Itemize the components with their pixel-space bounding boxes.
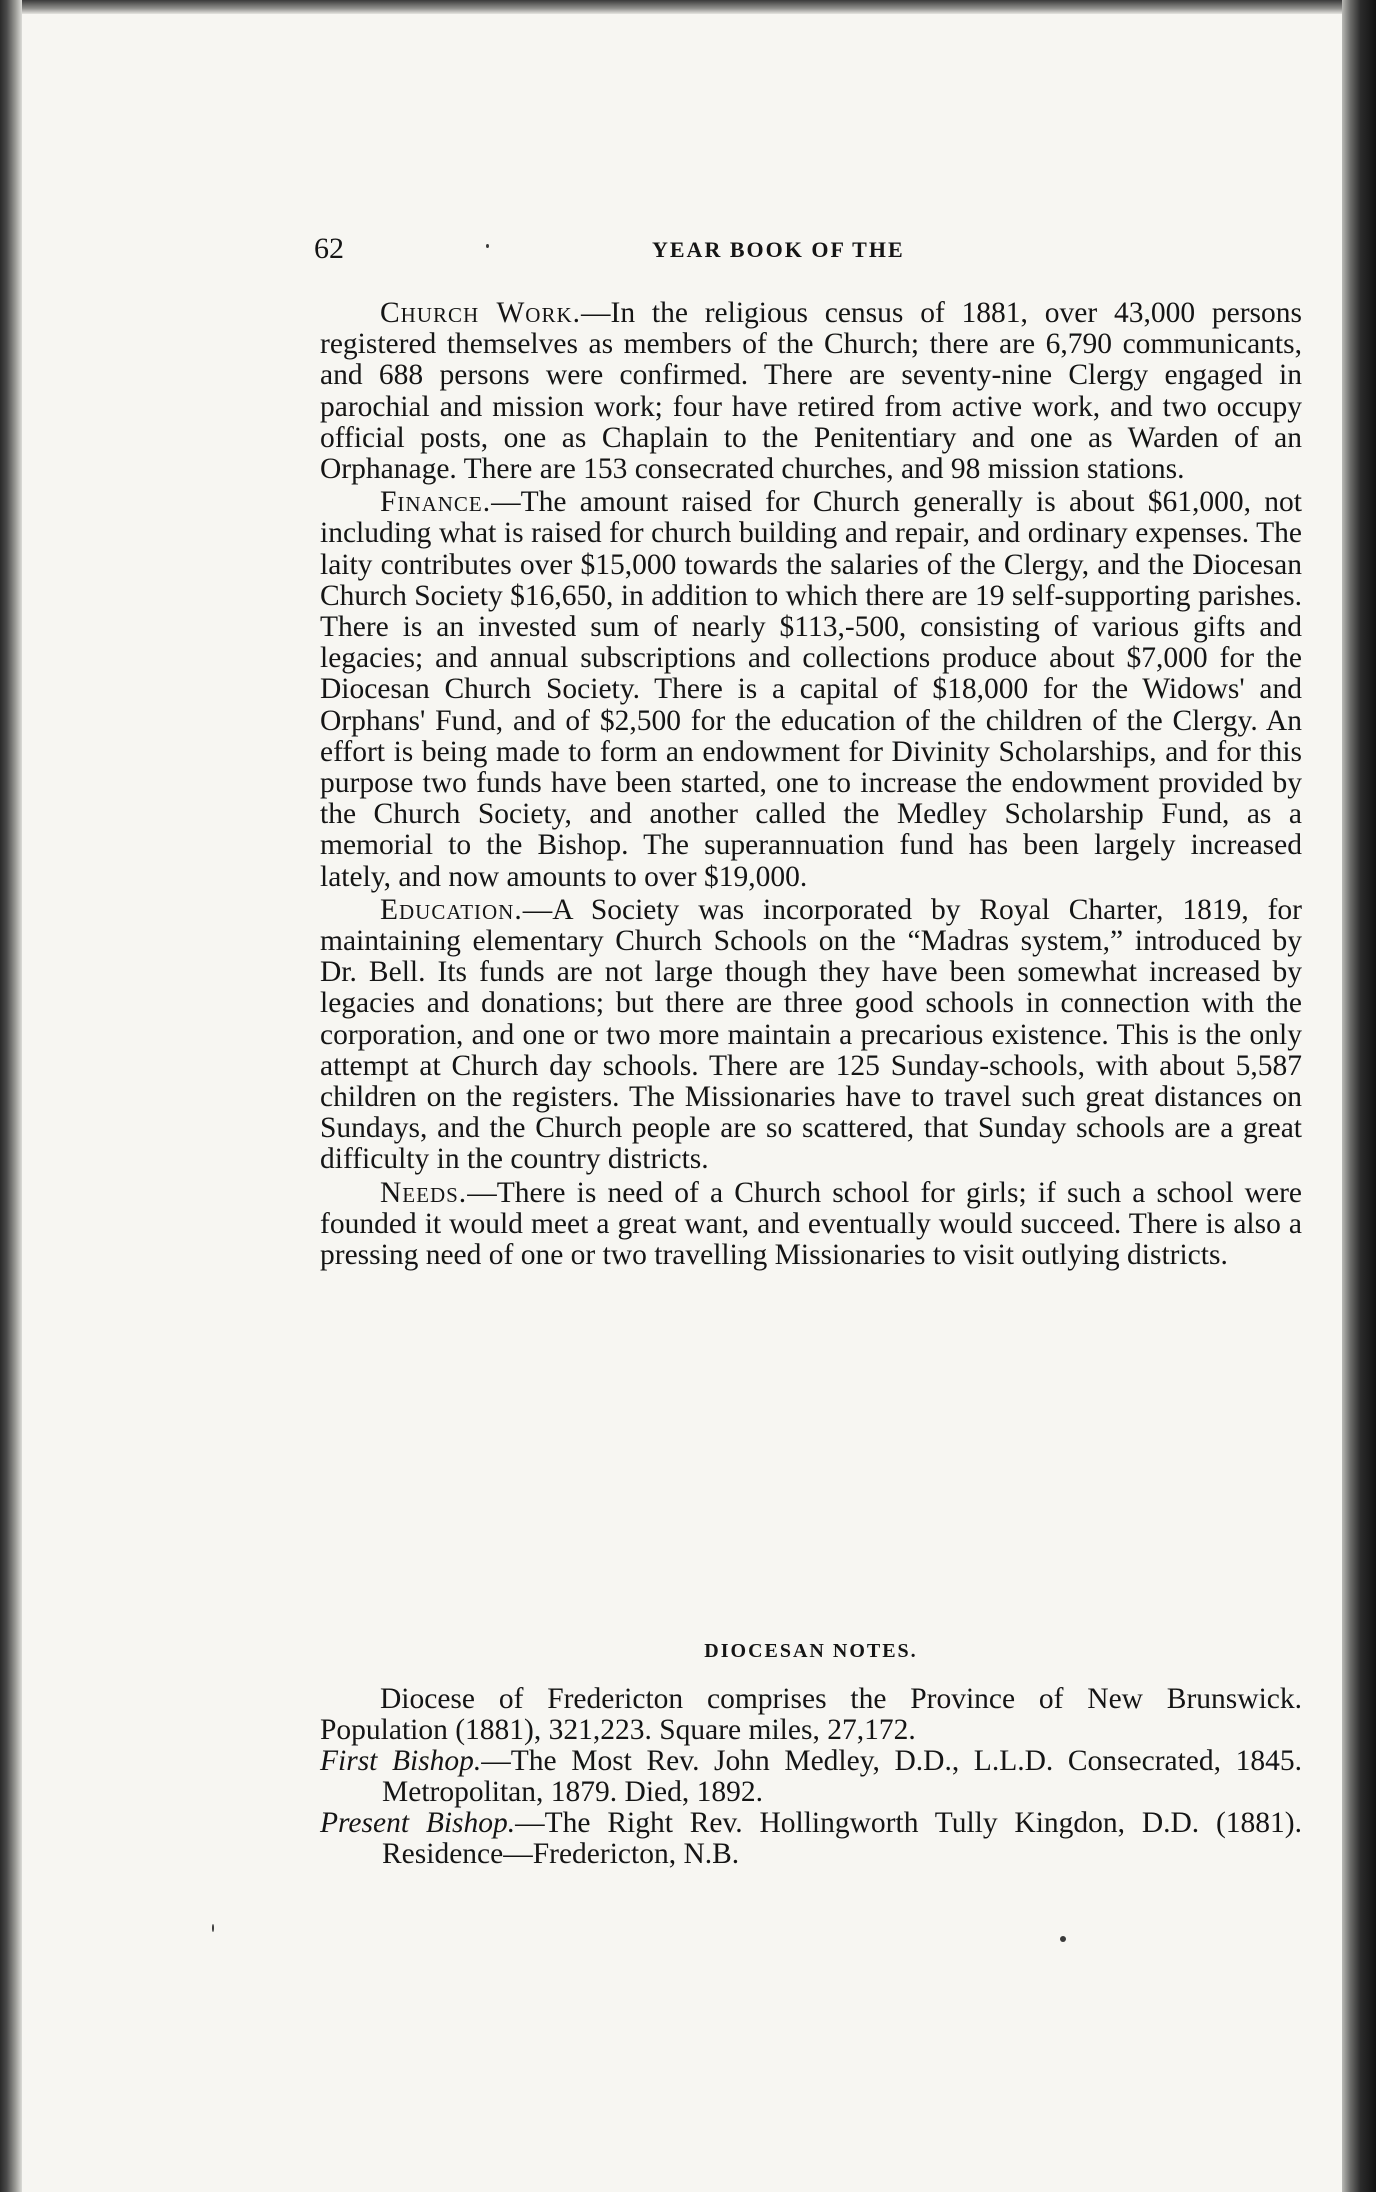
needs-text: —There is need of a Church school for girls; if such a school were founded it would meet a great want, and eventually would succeed. There is also a pressing need of one or two travelling Missionaries to visit outlying districts. <box>320 1176 1302 1272</box>
church-work-text: —In the religious census of 1881, over 43,000 persons registered themselves as members of the Church; there are 6,790 communicants, and 688 persons were confirmed. There are seventy-nine Clergy engaged in parochial and mission work; four have retired from active work, and two occupy official posts, one as Chaplain to the Penitentiary and one as Warden of an Orphanage. There are 153 consecrated churches, and 98 mission stations. <box>320 297 1302 486</box>
running-head <box>314 232 1314 272</box>
education-paragraph <box>320 895 1302 1176</box>
church-work-heading: Church Work. <box>380 297 582 329</box>
scan-speck <box>1060 1936 1066 1942</box>
diocesan-notes-heading: DIOCESAN NOTES. <box>704 1640 918 1662</box>
present-bishop-entry <box>320 1808 1302 1870</box>
needs-paragraph <box>320 1178 1302 1272</box>
scan-left-edge <box>0 0 22 2192</box>
running-title: YEAR BOOK OF THE <box>652 237 905 262</box>
finance-heading: Finance. <box>380 486 492 519</box>
body-text <box>320 298 1302 1273</box>
education-text: —A Society was incorporated by Royal Charter, 1819, for maintaining elementary Church Schools on the “Madras system,” introduced by Dr. Bell. Its funds are not large though they have been somewhat increased by legacies and donations; but there are three good schools in connection with the corporation, and one or two more maintain a precarious existence. This is the only attempt at Church day schools. There are 125 Sunday-schools, with about 5,587 children on the registers. The Missionaries have to travel such great distances on Sundays, and the Church people are so scattered, that Sunday schools are a great difficulty in the country districts. <box>320 893 1302 1176</box>
finance-text: —The amount raised for Church generally is about $61,000, not including what is raised for church building and repair, and ordinary expenses. The laity contributes over $15,000 towards the salaries of the Clergy, and the Diocesan Church Society $16,650, in addition to which there are 19 self-supporting parishes. There is an invested sum of nearly $113,-500, consisting of various gifts and legacies; and annual subscriptions and collections produce about $7,000 for the Diocesan Church Society. There is a capital of $18,000 for the Widows' and Orphans' Fund, and of $2,500 for the education of the children of the Clergy. An effort is being made to form an endowment for Divinity Scholarships, and for this purpose two funds have been started, one to increase the endowment provided by the Church Society, and another called the Medley Scholarship Fund, as a memorial to the Bishop. The superannuation fund has been largely increased lately, and now amounts to over $19,000. <box>320 486 1302 893</box>
scan-speck <box>212 1924 214 1932</box>
present-bishop-text: —The Right Rev. Hollingworth Tully Kingdon, D.D. (1881). Residence—Fredericton, N.B. <box>382 1807 1302 1870</box>
present-bishop-label: Present Bishop. <box>320 1807 516 1839</box>
church-work-paragraph <box>320 298 1302 485</box>
first-bishop-text: —The Most Rev. John Medley, D.D., L.L.D. Consecrated, 1845. Metropolitan, 1879. Died, 1892. <box>382 1745 1302 1808</box>
page-number: 62 <box>314 232 344 265</box>
first-bishop-label: First Bishop. <box>320 1745 482 1777</box>
diocesan-notes <box>320 1684 1302 1870</box>
scan-right-edge <box>1342 0 1376 2192</box>
scan-speck <box>486 244 489 248</box>
education-heading: Education. <box>380 893 523 926</box>
scan-top-edge <box>0 0 1376 14</box>
first-bishop-entry <box>320 1746 1302 1808</box>
diocese-intro: Diocese of Fredericton comprises the Province of New Brunswick. Population (1881), 321,223. Square miles, 27,172. <box>320 1683 1302 1746</box>
needs-heading: Needs. <box>380 1176 468 1209</box>
finance-paragraph <box>320 487 1302 893</box>
